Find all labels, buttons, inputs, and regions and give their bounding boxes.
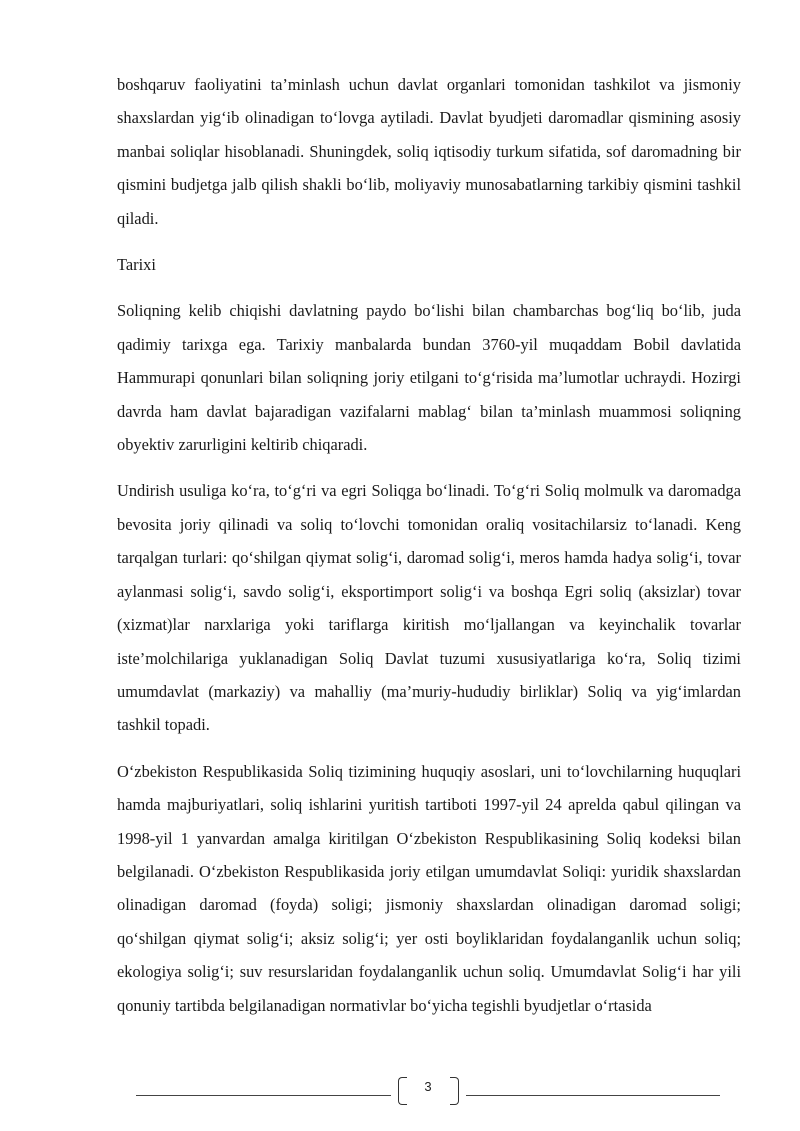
page-footer — [136, 1073, 720, 1109]
paragraph-3: Undirish usuliga ko‘ra, to‘g‘ri va egri Soliqga bo‘linadi. To‘g‘ri Soliq molmulk va daromadga bevosita joriy qilinadi va soliq to‘lovchi tomonidan oraliq vositachilarsiz to‘lanadi. Keng tarqalgan turlari: qo‘shilgan qiymat solig‘i, daromad solig‘i, meros hamda hadya solig‘i, tovar aylanmasi solig‘i, savdo solig‘i, eksportimport solig‘i va boshqa Egri soliq (aksizlar) tovar (xizmat)lar narxlariga yoki tariflarga kiritish mo‘ljallangan va keyinchalik tovarlar iste’molchilariga yuklanadigan Soliq Davlat tuzumi xususiyatlariga ko‘ra, Soliq tizimi umumdavlat (markaziy) va mahalliy (ma’muriy-hududiy birliklar) Soliq va yig‘imlardan tashkil topadi. — [117, 481, 741, 735]
paragraph-1: boshqaruv faoliyatini ta’minlash uchun davlat organlari tomonidan tashkilot va jismoniy shaxslardan yig‘ib olinadigan to‘lovga aytiladi. Davlat byudjeti daromadlar qismining asosiy manbai soliqlar hisoblanadi. Shuningdek, soliq iqtisodiy turkum sifatida, sof daromadning bir qismini budjetga jalb qilish shakli bo‘lib, moliyaviy munosabatlarning tarkibiy qismini tashkil qiladi. — [117, 75, 741, 228]
right-bracket-icon — [450, 1077, 459, 1105]
paragraph-2: Soliqning kelib chiqishi davlatning paydo bo‘lishi bilan chambarchas bog‘liq bo‘lib, juda qadimiy tarixga ega. Tarixiy manbalarda bundan 3760-yil muqaddam Bobil davlatida Hammurapi qonunlari bilan soliqning joriy etilgani to‘g‘risida ma’lumotlar uchraydi. Hozirgi davrda ham davlat bajaradigan vazifalarni mablag‘ bilan ta’minlash muammosi soliqning obyektiv zarurligini keltirib chiqaradi. — [117, 301, 741, 455]
section-heading: Tarixi — [117, 255, 156, 275]
footer-rule-left — [136, 1095, 391, 1096]
left-bracket-icon — [398, 1077, 407, 1105]
document-body — [117, 68, 741, 1035]
footer-rule-right — [466, 1095, 720, 1096]
paragraph-4: O‘zbekiston Respublikasida Soliq tizimining huquqiy asoslari, uni to‘lovchilarning huquqlari hamda majburiyatlari, soliq ishlarini yuritish tartiboti 1997-yil 24 aprelda qabul qilingan va 1998-yil 1 yanvardan amalga kiritilgan O‘zbekiston Respublikasining Soliq kodeksi bilan belgilanadi. O‘zbekiston Respublikasida joriy etilgan umumdavlat Soliqi: yuridik shaxslardan olinadigan daromad (foyda) soligi; jismoniy shaxslardan olinadigan daromad soligi; qo‘shilgan qiymat solig‘i; aksiz solig‘i; yer osti boyliklaridan foydalanganlik uchun soliq; ekologiya solig‘i; suv resurslaridan foydalanganlik uchun soliq. Umumdavlat Solig‘i har yili qonuniy tartibda belgilanadigan normativlar bo‘yicha tegishli byudjetlar o‘rtasida — [117, 761, 741, 1015]
page-number: 3 — [424, 1079, 432, 1094]
